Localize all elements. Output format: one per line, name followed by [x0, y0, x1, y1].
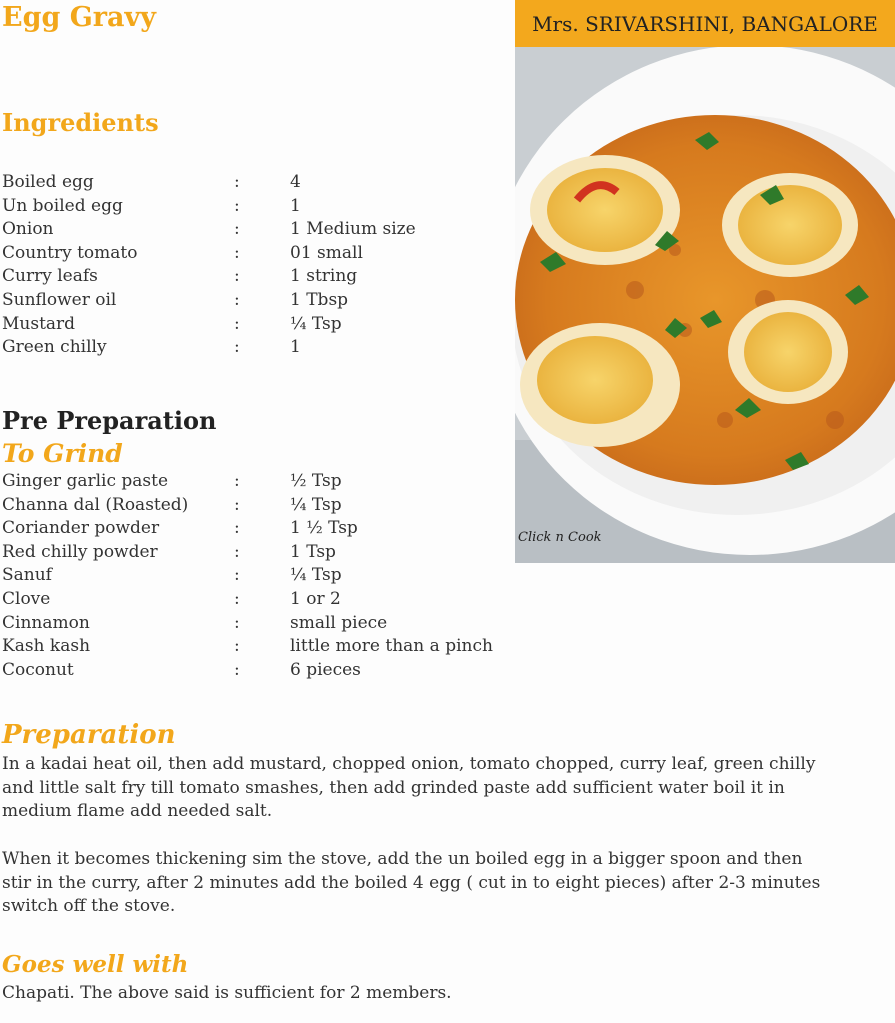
grind-item-separator: :: [234, 518, 240, 539]
ingredient-quantity: 1: [290, 195, 301, 216]
grind-item-name: Kash kash: [2, 636, 91, 657]
recipe-title: Egg Gravy: [2, 2, 156, 33]
grind-item-quantity: 1 Tsp: [290, 541, 336, 562]
preparation-heading: Preparation: [2, 720, 176, 750]
grind-item-name: Coconut: [2, 659, 74, 680]
preparation-step-1: In a kadai heat oil, then add mustard, chopped onion, tomato chopped, curry leaf, green chilly and little salt fry till tomato smashes, then add grinded paste add sufficient water boil it in medium flame add needed salt.: [2, 754, 816, 821]
ingredient-row: [2, 242, 416, 266]
ingredient-name: Sunflower oil: [2, 289, 117, 310]
grind-item-row: [2, 588, 493, 612]
grind-item-name: Coriander powder: [2, 518, 160, 539]
grind-item-separator: :: [234, 471, 240, 491]
ingredient-quantity: 1 string: [290, 266, 358, 287]
grind-item-row: [2, 470, 493, 494]
grind-item-name: Ginger garlic paste: [2, 471, 169, 491]
dish-photo: [515, 0, 895, 563]
ingredient-name: Un boiled egg: [2, 195, 123, 216]
grind-item-quantity: ¼ Tsp: [290, 494, 342, 515]
ingredient-name: Green chilly: [2, 337, 107, 358]
watermark-logo: Click n Cook: [518, 530, 602, 545]
grind-item-separator: :: [234, 541, 240, 562]
ingredients-heading: Ingredients: [2, 108, 159, 137]
grind-item-quantity: small piece: [290, 612, 388, 633]
ingredients-list: [2, 171, 416, 360]
grind-item-separator: :: [234, 494, 240, 515]
ingredient-quantity: 1 Medium size: [290, 219, 416, 240]
ingredient-row: [2, 171, 416, 195]
ingredient-name: Onion: [2, 219, 54, 240]
ingredient-separator: :: [234, 266, 240, 287]
ingredient-row: [2, 289, 416, 313]
grind-item-quantity: 6 pieces: [290, 659, 361, 680]
ingredient-separator: :: [234, 172, 240, 192]
grind-item-quantity: little more than a pinch: [290, 636, 493, 657]
ingredient-row: [2, 265, 416, 289]
grind-item-row: [2, 659, 493, 683]
ingredient-separator: :: [234, 195, 240, 216]
ingredient-quantity: 01 small: [290, 242, 363, 263]
grind-item-row: [2, 564, 493, 588]
ingredient-separator: :: [234, 289, 240, 310]
grind-item-row: [2, 517, 493, 541]
ingredient-row: [2, 313, 416, 337]
ingredient-row: [2, 195, 416, 219]
grind-item-row: [2, 635, 493, 659]
ingredient-quantity: 4: [290, 172, 301, 192]
ingredient-name: Country tomato: [2, 242, 138, 263]
grind-item-separator: :: [234, 659, 240, 680]
grind-item-name: Cinnamon: [2, 612, 90, 633]
grind-item-row: [2, 541, 493, 565]
ingredient-name: Boiled egg: [2, 172, 94, 192]
to-grind-subheading: To Grind: [2, 439, 123, 468]
pre-preparation-heading: Pre Preparation: [2, 406, 217, 435]
grind-item-separator: :: [234, 612, 240, 633]
ingredient-row: [2, 218, 416, 242]
grind-item-name: Channa dal (Roasted): [2, 494, 189, 515]
ingredient-separator: :: [234, 219, 240, 240]
ingredient-separator: :: [234, 313, 240, 334]
grind-item-separator: :: [234, 565, 240, 586]
ingredient-separator: :: [234, 242, 240, 263]
grind-item-quantity: ½ Tsp: [290, 471, 342, 491]
preparation-step-2: When it becomes thickening sim the stove, add the un boiled egg in a bigger spoon and then stir in the curry, after 2 minutes add the boiled 4 egg ( cut in to eight pieces) after 2-3 minutes switch off the stove.: [2, 849, 821, 916]
ingredient-name: Mustard: [2, 313, 76, 334]
ingredient-quantity: ¼ Tsp: [290, 313, 342, 334]
ingredient-separator: :: [234, 337, 240, 358]
grind-item-quantity: ¼ Tsp: [290, 565, 342, 586]
grind-list: [2, 470, 493, 682]
ingredient-row: [2, 336, 416, 360]
grind-item-name: Sanuf: [2, 565, 52, 586]
ingredient-quantity: 1 Tbsp: [290, 289, 349, 310]
grind-item-row: [2, 494, 493, 518]
grind-item-row: [2, 612, 493, 636]
grind-item-separator: :: [234, 636, 240, 657]
grind-item-quantity: 1 or 2: [290, 588, 341, 609]
goes-well-with-text: Chapati. The above said is sufficient for 2 members.: [2, 983, 452, 1003]
grind-item-separator: :: [234, 588, 240, 609]
ingredient-name: Curry leafs: [2, 266, 98, 287]
grind-item-quantity: 1 ½ Tsp: [290, 518, 358, 539]
ingredient-quantity: 1: [290, 337, 301, 358]
grind-item-name: Clove: [2, 588, 51, 609]
author-banner: Mrs. SRIVARSHINI, BANGALORE: [515, 0, 895, 47]
goes-well-with-heading: Goes well with: [2, 951, 189, 978]
egg-gravy-illustration: [515, 0, 895, 563]
grind-item-name: Red chilly powder: [2, 541, 158, 562]
